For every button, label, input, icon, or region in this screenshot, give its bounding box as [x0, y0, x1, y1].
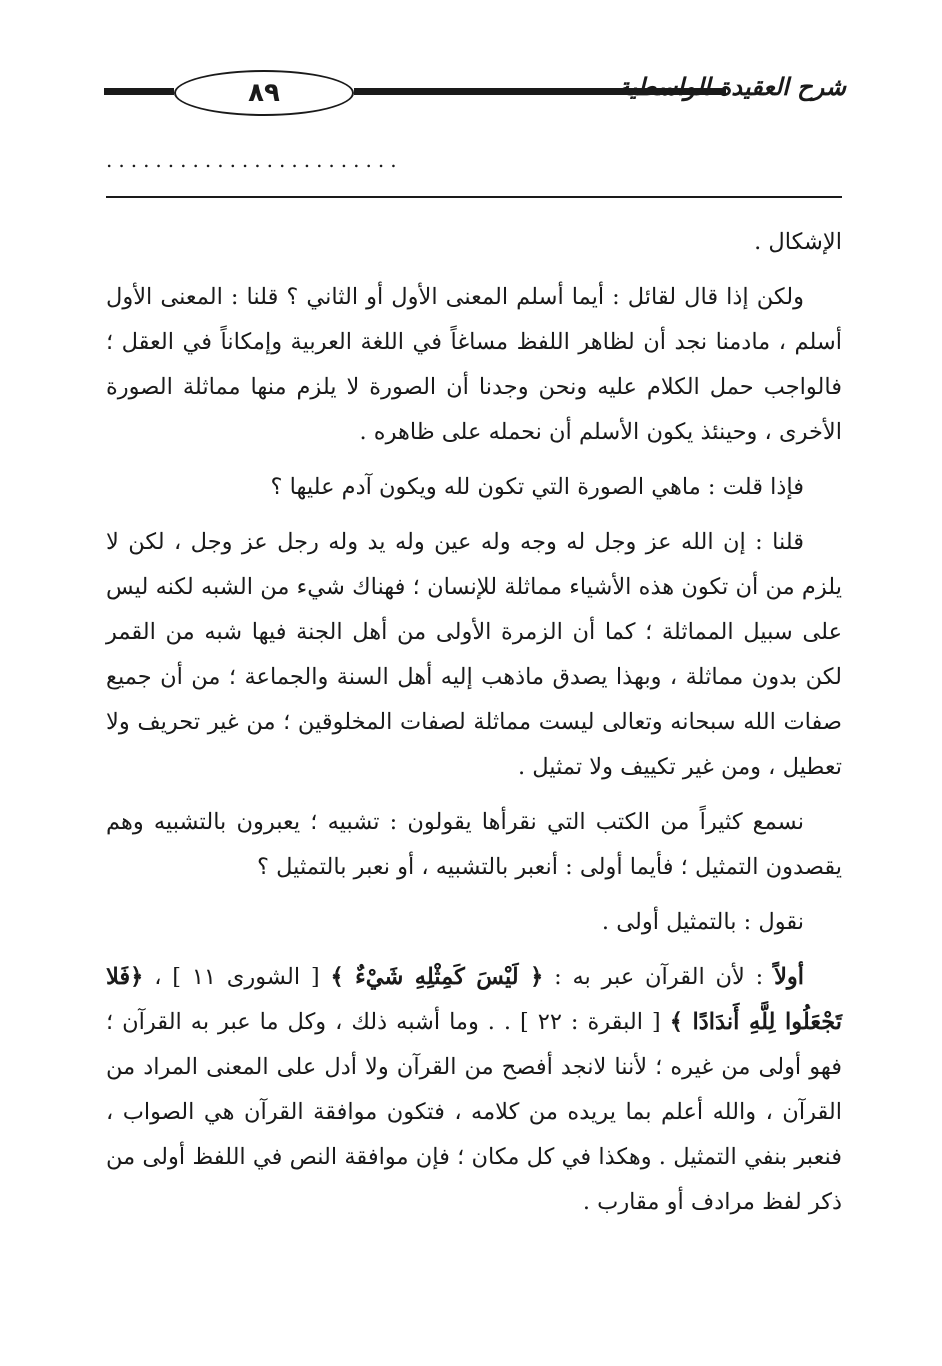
paragraph-3: فإذا قلت : ماهي الصورة التي تكون لله ويكون آدم عليها ؟	[270, 474, 804, 500]
paragraph-5: نسمع كثيراً من الكتب التي نقرأها يقولون : تشبيه ؛ يعبرون بالتشبيه وهم يقصدون التمثيل ؛ فأيما أولى : أنعبر بالتشبيه ، أو نعبر بالتمثيل ؟	[106, 809, 842, 880]
paragraph-7-part-c: [ البقرة : ٢٢ ] . . وما أشبه ذلك ، وكل ما عبر به القرآن ؛ فهو أولى من غيره ؛ لأننا لانجد أفصح من القرآن ولا أدل على المعنى المراد من القرآن ، والله أعلم بما يريده من كلامه ، فتكون موافقة القرآن هي الصواب ، فنعبر بنفي التمثيل . وهكذا في كل مكان ؛ فإن موافقة النص في اللفظ أولى من ذكر لفظ مرادف أو مقارب .	[106, 1009, 842, 1215]
dotted-separator: ........................	[106, 150, 403, 170]
separator-rule	[106, 196, 842, 198]
paragraph-1: الإشكال .	[754, 229, 842, 255]
quran-verse-1: ﴿ لَيْسَ كَمِثْلِهِ شَيْءٌ ﴾	[330, 964, 544, 990]
paragraph-4: قلنا : إن الله عز وجل له وجه وله عين وله يد وله رجل عز وجل ، لكن لا يلزم من أن تكون هذه الأشياء مماثلة للإنسان ؛ فهناك شيء من الشبه لكنه ليس على سبيل المماثلة ؛ كما أن الزمرة الأولى من أهل الجنة فيها شبه من القمر لكن بدون مماثلة ، وبهذا يصدق ماذهب إليه أهل السنة والجماعة ؛ من أن جميع صفات الله سبحانه وتعالى ليست مماثلة لصفات المخلوقين ؛ من غير تحريف ولا تعطيل ، ومن غير تكييف ولا تمثيل .	[106, 529, 842, 780]
body-text	[106, 220, 842, 1235]
paragraph-7-part-a: : لأن القرآن عبر به :	[554, 964, 764, 990]
book-title: شرح العقيدة الواسطية	[617, 72, 846, 101]
first-point-label: أولاً	[774, 964, 805, 990]
paragraph-7	[106, 955, 842, 1225]
page-header	[104, 64, 846, 122]
paragraph-6: نقول : بالتمثيل أولى .	[601, 909, 804, 935]
quran-ref-1: [ الشورى ١١ ] ،	[154, 964, 320, 990]
quran-verse-2: ﴿فَلا تَجْعَلُوا لِلَّهِ أَندَادًا ﴾	[106, 964, 842, 1035]
header-rule-left	[104, 88, 174, 95]
page-number: ٨٩	[174, 70, 354, 116]
paragraph-2: ولكن إذا قال لقائل : أيما أسلم المعنى الأول أو الثاني ؟ قلنا : المعنى الأول أسلم ، مادمنا نجد أن لظاهر اللفظ مساغاً في اللغة العربية وإمكاناً في العقل ؛ فالواجب حمل الكلام عليه ونحن وجدنا أن الصورة لا يلزم منها مماثلة الصورة الأخرى ، وحينئذ يكون الأسلم أن نحمله على ظاهره .	[106, 284, 842, 445]
